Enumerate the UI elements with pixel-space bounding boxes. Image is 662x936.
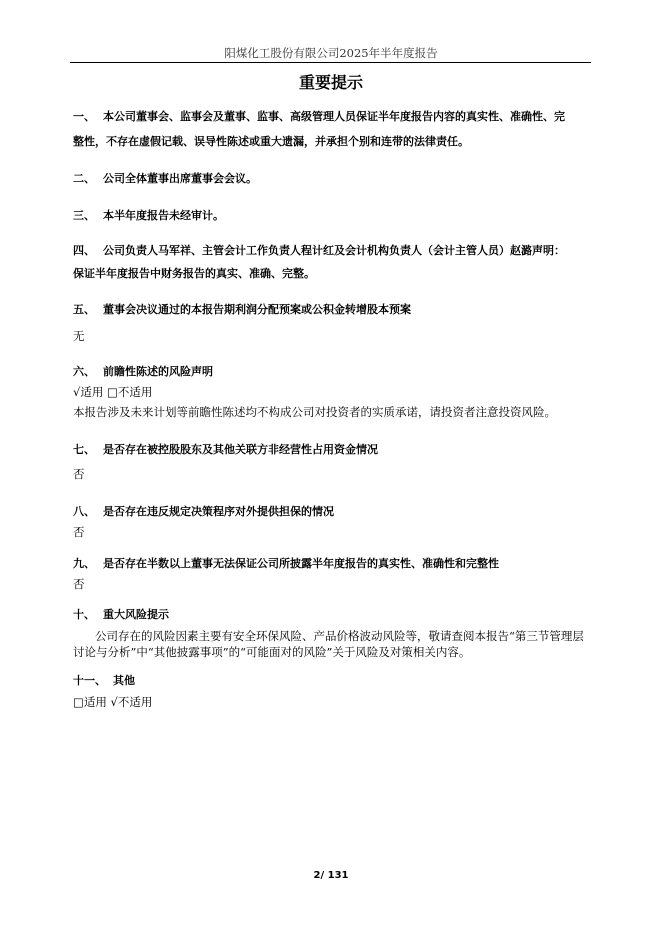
item-6 [73, 363, 213, 379]
item-4 [73, 242, 565, 258]
item-number: 十、 [73, 608, 95, 621]
item-text: 是否存在违反规定决策程序对外提供担保的情况 [103, 505, 334, 518]
item-number: 六、 [73, 365, 95, 378]
item-2 [73, 170, 257, 186]
item-number: 八、 [73, 505, 95, 518]
item-3 [73, 207, 224, 223]
item-number: 二、 [73, 172, 95, 185]
item-4-continued: 保证半年度报告中财务报告的真实、准确、完整。 [73, 267, 315, 280]
item-number: 四、 [73, 244, 95, 257]
item-10-paragraph: 公司存在的风险因素主要有安全环保风险、产品价格波动风险等，敬请查阅本报告“第三节管理层 [95, 629, 584, 643]
item-6-answer: 本报告涉及未来计划等前瞻性陈述均不构成公司对投资者的实质承诺，请投资者注意投资风险。 [73, 405, 556, 419]
item-number: 九、 [73, 557, 95, 570]
item-1-continued: 整性，不存在虚假记载、误导性陈述或重大遗漏，并承担个别和连带的法律责任。 [73, 135, 469, 148]
item-text: 前瞻性陈述的风险声明 [103, 365, 213, 378]
item-8 [73, 503, 334, 519]
page-number: 2/ 131 [313, 870, 349, 881]
item-11 [73, 672, 135, 688]
page-title: 重要提示 [298, 73, 363, 92]
item-9 [73, 555, 499, 571]
item-text: 是否存在被控股股东及其他关联方非经营性占用资金情况 [103, 443, 378, 456]
item-text: 其他 [113, 674, 135, 687]
item-text: 重大风险提示 [103, 608, 169, 621]
item-1 [73, 108, 565, 124]
item-number: 七、 [73, 443, 95, 456]
item-text: 公司负责人马军祥、主管会计工作负责人程计红及会计机构负责人（会计主管人员）赵潞声明： [103, 244, 565, 257]
item-10-paragraph-continued: 讨论与分析”中“其他披露事项”的“可能面对的风险”关于风险及对策相关内容。 [73, 645, 471, 659]
item-6-checkbox: √适用 □不适用 [73, 385, 153, 399]
item-5-answer: 无 [73, 329, 85, 343]
item-text: 公司全体董事出席董事会会议。 [103, 172, 257, 185]
item-number: 一、 [73, 110, 95, 123]
item-8-answer: 否 [73, 525, 85, 539]
header-rule [70, 62, 591, 63]
page-header: 阳煤化工股份有限公司2025年半年度报告 [224, 46, 438, 60]
item-7-answer: 否 [73, 467, 85, 481]
item-number: 三、 [73, 209, 95, 222]
item-text: 董事会决议通过的本报告期利润分配预案或公积金转增股本预案 [103, 303, 411, 316]
item-number: 五、 [73, 303, 95, 316]
item-5 [73, 301, 411, 317]
item-text: 是否存在半数以上董事无法保证公司所披露半年度报告的真实性、准确性和完整性 [103, 557, 499, 570]
item-number: 十一、 [73, 674, 106, 687]
item-9-answer: 否 [73, 577, 85, 591]
item-text: 本公司董事会、监事会及董事、监事、高级管理人员保证半年度报告内容的真实性、准确性、完 [103, 110, 565, 123]
item-10 [73, 606, 169, 622]
item-7 [73, 441, 378, 457]
item-text: 本半年度报告未经审计。 [103, 209, 224, 222]
item-11-checkbox: □适用 √不适用 [73, 695, 153, 709]
